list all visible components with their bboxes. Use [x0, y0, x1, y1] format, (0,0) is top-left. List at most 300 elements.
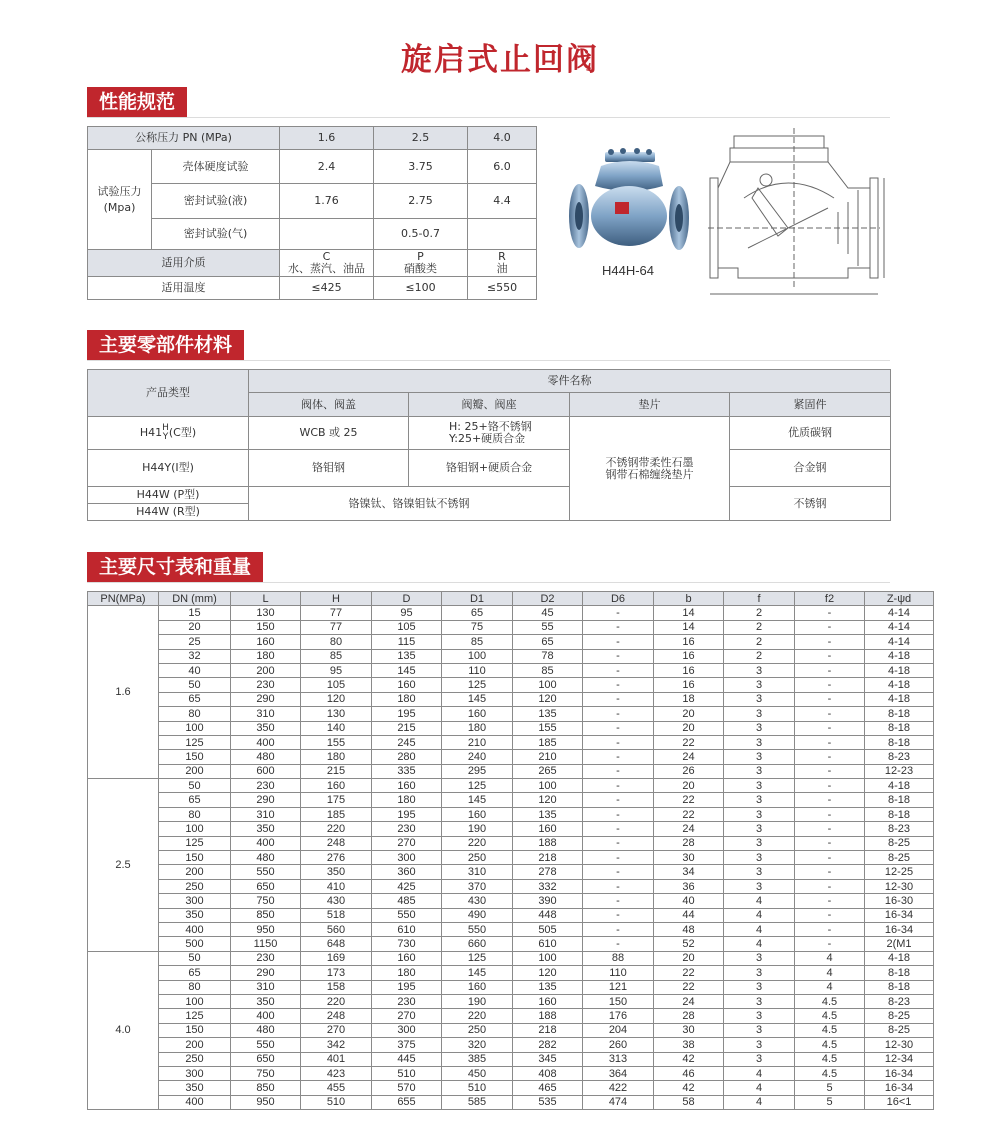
table-row: [88, 1038, 934, 1052]
table-row: [88, 779, 934, 793]
cell: 3.75: [374, 150, 468, 184]
cell: 4-14: [865, 635, 934, 649]
cell: 218: [513, 1023, 583, 1037]
divider: [87, 117, 890, 118]
section-banner-dimensions: 主要尺寸表和重量: [87, 552, 263, 582]
table-row: [88, 370, 891, 393]
disc-line: H: 25+铬不锈钢: [449, 420, 532, 433]
cell: 8-18: [865, 793, 934, 807]
medium-desc: 水、蒸汽、油品: [288, 262, 365, 275]
cell: 215: [372, 721, 442, 735]
cell: ≤550: [468, 277, 537, 300]
cell: 430: [301, 894, 372, 908]
cell: 185: [301, 807, 372, 821]
cell: 4: [724, 894, 795, 908]
cell: 160: [513, 822, 583, 836]
cell: 65: [159, 793, 231, 807]
cell: 200: [159, 865, 231, 879]
cell: 4-18: [865, 779, 934, 793]
cell: 55: [513, 620, 583, 634]
cell: 80: [159, 707, 231, 721]
column-header: D: [372, 592, 442, 606]
cell: 16-34: [865, 1081, 934, 1095]
cell: 290: [231, 692, 301, 706]
cell: 350: [231, 994, 301, 1008]
cell: 4: [724, 937, 795, 951]
cell: 24: [654, 994, 724, 1008]
cell: -: [795, 851, 865, 865]
cell: -: [795, 721, 865, 735]
cell: 3: [724, 994, 795, 1008]
cell: 370: [442, 879, 513, 893]
cell: 120: [301, 692, 372, 706]
cell: 220: [442, 1009, 513, 1023]
cell: 150: [159, 1023, 231, 1037]
cell: -: [795, 707, 865, 721]
medium-code: R: [498, 250, 506, 263]
cell: 270: [372, 836, 442, 850]
cell: 500: [159, 937, 231, 951]
cell: 950: [231, 1095, 301, 1109]
cell: 58: [654, 1095, 724, 1109]
cell: 16: [654, 649, 724, 663]
cell: 4.5: [795, 1066, 865, 1080]
cell: 176: [583, 1009, 654, 1023]
cell: 310: [442, 865, 513, 879]
cell: 2: [724, 635, 795, 649]
cell: 85: [301, 649, 372, 663]
cell: -: [795, 894, 865, 908]
valve-photo: [565, 146, 693, 256]
cell: 38: [654, 1038, 724, 1052]
cell: 175: [301, 793, 372, 807]
table-row: [88, 1052, 934, 1066]
table-row: [88, 250, 537, 277]
cell: 2(M1: [865, 937, 934, 951]
cell: -: [795, 663, 865, 677]
cell: 850: [231, 908, 301, 922]
cell: [468, 219, 537, 250]
cell: 350: [231, 721, 301, 735]
cell: 610: [513, 937, 583, 951]
column-header: f: [724, 592, 795, 606]
table-row: [88, 735, 934, 749]
cell: 22: [654, 807, 724, 821]
cell: 1.76: [280, 184, 374, 219]
cell: 550: [231, 865, 301, 879]
cell: 0.5-0.7: [374, 219, 468, 250]
cell: 730: [372, 937, 442, 951]
table-row: [88, 994, 934, 1008]
cell: -: [795, 822, 865, 836]
cell: 155: [301, 735, 372, 749]
cell: 160: [372, 779, 442, 793]
cell: 425: [372, 879, 442, 893]
table-row: [88, 807, 934, 821]
cell: 390: [513, 894, 583, 908]
cell: 2: [724, 649, 795, 663]
table-row: [88, 1095, 934, 1109]
cell: 16-34: [865, 922, 934, 936]
column-header: b: [654, 592, 724, 606]
cell: 65: [159, 692, 231, 706]
cell: -: [583, 937, 654, 951]
cell: 50: [159, 779, 231, 793]
type-base: H41: [139, 426, 163, 439]
table-row: [88, 150, 537, 184]
cell: 220: [301, 822, 372, 836]
cell: 245: [372, 735, 442, 749]
cell: 180: [372, 692, 442, 706]
cell: 8-18: [865, 735, 934, 749]
table-row: [88, 620, 934, 634]
cell: -: [583, 692, 654, 706]
cell: 570: [372, 1081, 442, 1095]
cell: 125: [442, 951, 513, 965]
cell: 12-30: [865, 879, 934, 893]
cell: 350: [159, 1081, 231, 1095]
cell: 16: [654, 635, 724, 649]
cell: 105: [372, 620, 442, 634]
cell: 48: [654, 922, 724, 936]
cell: 20: [654, 721, 724, 735]
table-row: [88, 937, 934, 951]
table-row: [88, 277, 537, 300]
cell: 660: [442, 937, 513, 951]
cell: 310: [231, 807, 301, 821]
cell: 80: [301, 635, 372, 649]
cell: 100: [159, 721, 231, 735]
cell: -: [583, 606, 654, 620]
cell: 342: [301, 1038, 372, 1052]
cell: 3: [724, 750, 795, 764]
cell: 100: [442, 649, 513, 663]
cell: 455: [301, 1081, 372, 1095]
column-header: Z-ψd: [865, 592, 934, 606]
cell: 22: [654, 735, 724, 749]
cell: 600: [231, 764, 301, 778]
cell: 160: [513, 994, 583, 1008]
cell: -: [583, 735, 654, 749]
cell: -: [795, 793, 865, 807]
cell: 850: [231, 1081, 301, 1095]
cell: 200: [231, 663, 301, 677]
cell: 350: [231, 822, 301, 836]
cell: 218: [513, 851, 583, 865]
cell: 8-23: [865, 750, 934, 764]
cell: 610: [372, 922, 442, 936]
cell: -: [583, 865, 654, 879]
cell: 4.4: [468, 184, 537, 219]
cell: 650: [231, 1052, 301, 1066]
cell: 505: [513, 922, 583, 936]
seal-liquid-label: 密封试验(液): [152, 184, 280, 219]
table-row: [88, 678, 934, 692]
cell: 30: [654, 1023, 724, 1037]
cell: 20: [159, 620, 231, 634]
cell: 8-18: [865, 980, 934, 994]
cell: 750: [231, 894, 301, 908]
disc-line: Y:25+硬质合金: [449, 432, 526, 445]
cell: 145: [372, 663, 442, 677]
cell: 480: [231, 851, 301, 865]
cell: 16: [654, 678, 724, 692]
cell: 2: [724, 606, 795, 620]
column-header: DN (mm): [159, 592, 231, 606]
cell: 180: [372, 793, 442, 807]
cell: 215: [301, 764, 372, 778]
cell: 400: [231, 836, 301, 850]
cell: 220: [442, 836, 513, 850]
table-row: [88, 851, 934, 865]
cell: 408: [513, 1066, 583, 1080]
cell: 3: [724, 678, 795, 692]
cell: 121: [583, 980, 654, 994]
cell: 125: [159, 1009, 231, 1023]
cell: 120: [513, 966, 583, 980]
table-row: [88, 822, 934, 836]
cell: 125: [159, 735, 231, 749]
cell: -: [583, 707, 654, 721]
cell: 250: [159, 1052, 231, 1066]
cell: 4: [724, 1066, 795, 1080]
cell: 3: [724, 764, 795, 778]
cell: 3: [724, 663, 795, 677]
cell: 535: [513, 1095, 583, 1109]
cell: 180: [442, 721, 513, 735]
cell: 270: [301, 1023, 372, 1037]
cell: 950: [231, 922, 301, 936]
shell-test-label: 壳体硬度试验: [152, 150, 280, 184]
cell: 88: [583, 951, 654, 965]
cell: 3: [724, 836, 795, 850]
cell: 130: [301, 707, 372, 721]
table-row: [88, 764, 934, 778]
cell: 4-14: [865, 606, 934, 620]
cell: 160: [442, 807, 513, 821]
fastener-material: 合金钢: [730, 450, 891, 487]
cell: ≤100: [374, 277, 468, 300]
cell: ≤425: [280, 277, 374, 300]
medium-code: P: [417, 250, 424, 263]
cell: 3: [724, 721, 795, 735]
cell: 188: [513, 1009, 583, 1023]
cell: 15: [159, 606, 231, 620]
cell: 422: [583, 1081, 654, 1095]
cell: 160: [442, 707, 513, 721]
cell: 140: [301, 721, 372, 735]
cell: 20: [654, 707, 724, 721]
seal-gas-label: 密封试验(气): [152, 219, 280, 250]
cell: 52: [654, 937, 724, 951]
cell: 34: [654, 865, 724, 879]
cell: 180: [231, 649, 301, 663]
cell: -: [583, 894, 654, 908]
cell: 46: [654, 1066, 724, 1080]
cell: 4: [724, 922, 795, 936]
type-header: 产品类型: [88, 370, 249, 417]
gasket-material: [570, 417, 730, 521]
cell: 8-25: [865, 1023, 934, 1037]
cell: 276: [301, 851, 372, 865]
col-header: 阀体、阀盖: [249, 393, 409, 417]
product-type: H44W (P型): [88, 487, 249, 504]
cell: 4.5: [795, 1009, 865, 1023]
cell: -: [583, 779, 654, 793]
cell: 220: [301, 994, 372, 1008]
cell: 135: [513, 807, 583, 821]
cell: 50: [159, 951, 231, 965]
cell: 95: [301, 663, 372, 677]
cell: 3: [724, 1052, 795, 1066]
cell: -: [583, 922, 654, 936]
cell: 12-23: [865, 764, 934, 778]
table-row: [88, 793, 934, 807]
table-row: [88, 127, 537, 150]
cell: 364: [583, 1066, 654, 1080]
cell: 585: [442, 1095, 513, 1109]
cell: 510: [301, 1095, 372, 1109]
cell: 410: [301, 879, 372, 893]
cell: 3: [724, 1009, 795, 1023]
cell: -: [583, 822, 654, 836]
cell: 145: [442, 793, 513, 807]
table-row: [88, 750, 934, 764]
parts-header: 零件名称: [249, 370, 891, 393]
cell: 3: [724, 822, 795, 836]
cell: 160: [372, 951, 442, 965]
type-tail: (C型): [168, 426, 197, 439]
cell: 78: [513, 649, 583, 663]
column-header: D2: [513, 592, 583, 606]
table-row: [88, 663, 934, 677]
cell: 430: [442, 894, 513, 908]
cell: 210: [442, 735, 513, 749]
cell: -: [795, 807, 865, 821]
cell: 400: [231, 735, 301, 749]
table-row: [88, 1081, 934, 1095]
cell: 278: [513, 865, 583, 879]
cell: -: [583, 620, 654, 634]
cell: 188: [513, 836, 583, 850]
table-row: [88, 219, 537, 250]
cell: 3: [724, 807, 795, 821]
disc-material: [409, 417, 570, 450]
cell: 120: [513, 793, 583, 807]
cell: 85: [442, 635, 513, 649]
cell: 185: [513, 735, 583, 749]
cell: 4: [724, 908, 795, 922]
section-banner-performance: 性能规范: [87, 87, 187, 117]
body-material: WCB 或 25: [249, 417, 409, 450]
cell: -: [795, 937, 865, 951]
cell: 42: [654, 1081, 724, 1095]
cell: 145: [442, 692, 513, 706]
cell: 44: [654, 908, 724, 922]
valve-cross-section-drawing: [708, 128, 890, 300]
cell: -: [795, 908, 865, 922]
fastener-material: 优质碳钢: [730, 417, 891, 450]
table-row: [88, 184, 537, 219]
cell: 195: [372, 707, 442, 721]
cell: 4-14: [865, 620, 934, 634]
cell: 18: [654, 692, 724, 706]
table-row: [88, 1023, 934, 1037]
cell: 5: [795, 1095, 865, 1109]
cell: 265: [513, 764, 583, 778]
cell: 320: [442, 1038, 513, 1052]
gasket-line: 不锈钢带柔性石墨: [605, 455, 694, 469]
disc-material: 铬钼钢+硬质合金: [409, 450, 570, 487]
table-row: [88, 417, 891, 450]
table-row: [88, 894, 934, 908]
product-type: H44Y(I型): [88, 450, 249, 487]
medium-cell: [468, 250, 537, 277]
cell: 550: [372, 908, 442, 922]
cell: 474: [583, 1095, 654, 1109]
column-header: D6: [583, 592, 654, 606]
cell: 50: [159, 678, 231, 692]
cell: 65: [513, 635, 583, 649]
cell: -: [795, 606, 865, 620]
cell: 65: [159, 966, 231, 980]
cell: 100: [159, 994, 231, 1008]
cell: 490: [442, 908, 513, 922]
cell: 130: [231, 606, 301, 620]
cell: 65: [442, 606, 513, 620]
body-material: 铬钼钢: [249, 450, 409, 487]
cell: 3: [724, 735, 795, 749]
table-row: [88, 966, 934, 980]
cell: 310: [231, 707, 301, 721]
cell: 16-30: [865, 894, 934, 908]
cell: 77: [301, 620, 372, 634]
cell: 230: [231, 779, 301, 793]
cell: 3: [724, 707, 795, 721]
cell: 40: [654, 894, 724, 908]
pn-value: 1.6: [280, 127, 374, 150]
cell: 282: [513, 1038, 583, 1052]
cell: 150: [159, 851, 231, 865]
cell: 3: [724, 865, 795, 879]
cell: 290: [231, 966, 301, 980]
cell: -: [795, 922, 865, 936]
cell: 24: [654, 750, 724, 764]
cell: 400: [159, 1095, 231, 1109]
table-row: [88, 649, 934, 663]
cell: 150: [231, 620, 301, 634]
cell: 290: [231, 793, 301, 807]
cell: 335: [372, 764, 442, 778]
table-row: [88, 865, 934, 879]
cell: 230: [372, 822, 442, 836]
cell: 22: [654, 793, 724, 807]
cell: -: [795, 865, 865, 879]
cell: 518: [301, 908, 372, 922]
cell: 385: [442, 1052, 513, 1066]
pn-group-label: 2.5: [88, 779, 159, 952]
cell: 270: [372, 1009, 442, 1023]
cell: -: [583, 649, 654, 663]
cell: 2: [724, 620, 795, 634]
cell: 160: [231, 635, 301, 649]
cell: 3: [724, 980, 795, 994]
cell: 480: [231, 750, 301, 764]
col-header: 阀瓣、阀座: [409, 393, 570, 417]
cell: 14: [654, 606, 724, 620]
cell: 30: [654, 851, 724, 865]
cell: -: [583, 836, 654, 850]
